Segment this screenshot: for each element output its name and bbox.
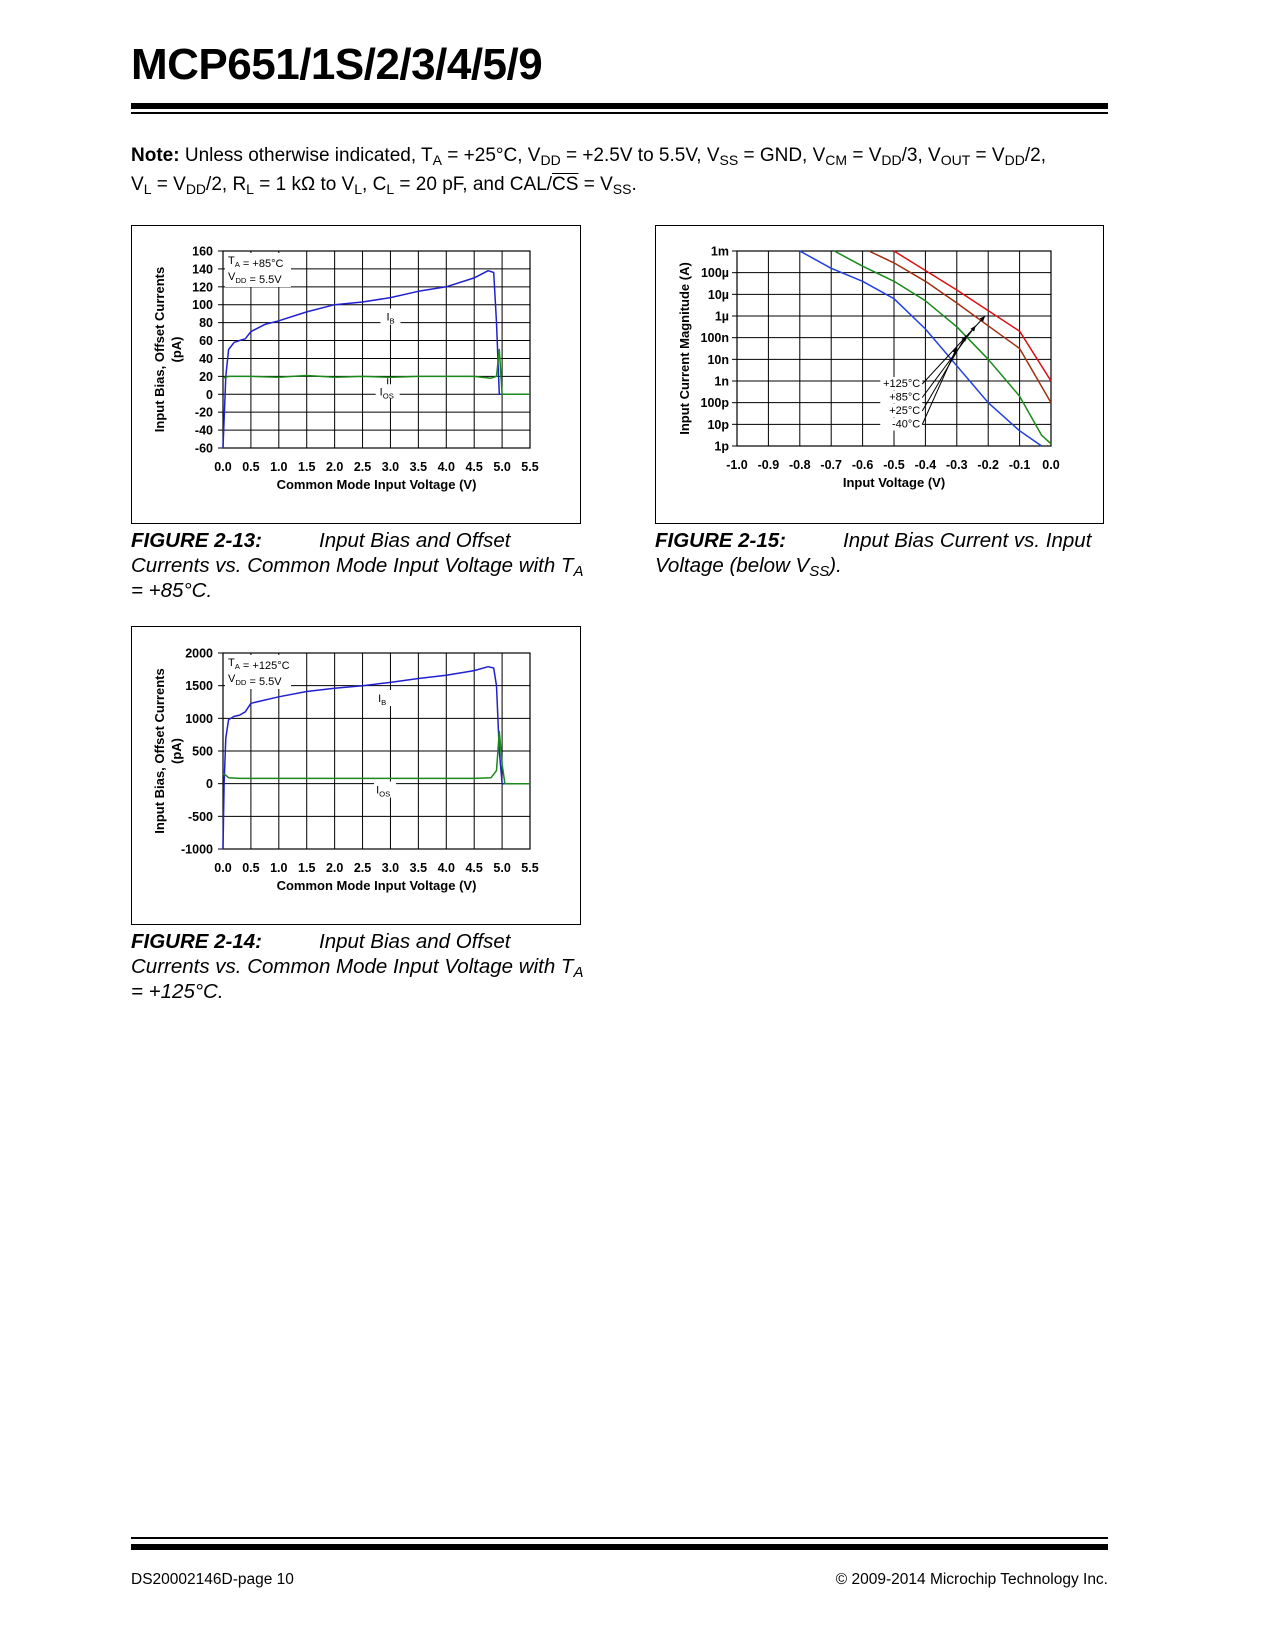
fig15-legend-label: -40°C bbox=[892, 418, 921, 431]
header-rule-thin bbox=[131, 112, 1108, 114]
fig14-y-tick: 2000 bbox=[185, 646, 213, 661]
fig15-y-tick: 100µ bbox=[700, 266, 729, 281]
fig15-x-tick: 0.0 bbox=[1042, 458, 1060, 472]
figure-2-15-caption: FIGURE 2-15: Input Bias Current vs. Input Voltage (below $V_{SS}$). bbox=[655, 529, 1092, 580]
fig15-x-tick: -0.1 bbox=[1008, 458, 1031, 472]
fig13-x-tick: 3.0 bbox=[381, 460, 400, 474]
fig14-series-ios bbox=[223, 731, 530, 783]
fig14-x-tick: 2.5 bbox=[353, 861, 372, 875]
fig15-x-tick: -0.7 bbox=[820, 458, 842, 472]
fig14-x-tick: 3.5 bbox=[409, 861, 428, 875]
fig14-y-tick: 1500 bbox=[185, 679, 213, 694]
note-line-1: Note: Unless otherwise indicated, $T_A = +25^\circ C$, $V_{DD} = +2.5V$ to 5.5V, $V_{SS}$ = GND, $V_{CM} = V_{DD}/3$, $V_{OUT} = V_{DD}/2$, bbox=[131, 145, 1046, 168]
figure-2-14-caption: FIGURE 2-14: Input Bias and Offset Currents vs. Common Mode Input Voltage with $T_A = +125^\circ C$. bbox=[131, 930, 584, 1003]
fig15-x-tick: -0.5 bbox=[883, 458, 905, 472]
fig15-x-tick: -0.2 bbox=[977, 458, 999, 472]
fig14-y-tick: -500 bbox=[187, 809, 213, 824]
fig13-ios-label: $I_{OS}$ bbox=[379, 386, 394, 401]
fig13-x-tick: 2.0 bbox=[325, 460, 344, 474]
fig14-x-tick: 1.5 bbox=[298, 861, 316, 875]
fig15-legend-arrow bbox=[922, 326, 975, 398]
footer-rule bbox=[131, 1544, 1108, 1550]
figure-2-14-chart bbox=[132, 627, 580, 924]
fig14-y-tick: 0 bbox=[206, 777, 213, 792]
fig13-x-tick: 1.0 bbox=[270, 460, 288, 474]
fig14-annotation-vdd: $V_{DD} = 5.5V$ bbox=[228, 673, 282, 688]
fig13-annotation-vdd: $V_{DD} = 5.5V$ bbox=[228, 271, 282, 286]
fig13-x-tick: 5.0 bbox=[493, 460, 511, 474]
fig15-y-label: Input Current Magnitude (A) bbox=[677, 262, 692, 435]
fig15-x-tick: -0.9 bbox=[757, 458, 780, 472]
fig13-x-tick: 4.0 bbox=[437, 460, 455, 474]
fig14-x-tick: 0.5 bbox=[242, 861, 260, 875]
fig13-y-tick: 160 bbox=[192, 244, 213, 259]
fig15-y-tick: 1p bbox=[714, 439, 729, 454]
fig15-x-tick: -0.3 bbox=[946, 458, 968, 472]
fig15-y-tick: 1m bbox=[710, 244, 729, 259]
fig13-y-tick: 120 bbox=[192, 280, 213, 295]
fig14-y-tick: 1000 bbox=[185, 711, 213, 726]
fig14-annotation-temp: $T_A = +125^\circ C$ bbox=[228, 657, 290, 672]
fig13-x-tick: 5.5 bbox=[521, 460, 539, 474]
fig13-x-tick: 3.5 bbox=[409, 460, 428, 474]
fig14-x-tick: 3.0 bbox=[381, 861, 400, 875]
figure-2-14-number: FIGURE 2-14: bbox=[131, 930, 262, 953]
fig15-y-tick: 100n bbox=[700, 331, 729, 346]
fig15-legend-label: +25°C bbox=[889, 405, 921, 417]
fig15-y-tick: 10n bbox=[707, 352, 729, 367]
fig14-x-tick: 4.0 bbox=[437, 861, 455, 875]
fig13-y-tick: 140 bbox=[192, 262, 213, 277]
fig14-y-label: Input Bias, Offset Currents (pA) bbox=[152, 668, 184, 834]
fig13-x-tick: 2.5 bbox=[353, 460, 372, 474]
fig15-y-tick: 1µ bbox=[714, 309, 729, 324]
note-line-2: $V_L = V_{DD}/2$, $R_L = 1$ kΩ to $V_L$, $C_L = 20$ pF, and CAL/$\overline{CS} = V_{SS}$. bbox=[131, 174, 637, 197]
fig15-y-tick: 10µ bbox=[707, 287, 729, 302]
fig13-y-tick: 80 bbox=[199, 316, 213, 331]
fig13-ib-label: $I_B$ bbox=[386, 311, 395, 326]
fig13-y-label: Input Bias, Offset Currents (pA) bbox=[152, 266, 184, 433]
fig15-legend-label: +85°C bbox=[889, 391, 921, 404]
fig15-x-label: Input Voltage (V) bbox=[842, 475, 946, 490]
footer-doc-id: DS20002146D-page 10 bbox=[131, 1571, 294, 1588]
fig14-ios-label: $I_{OS}$ bbox=[376, 784, 391, 799]
figure-2-15-chart bbox=[656, 226, 1103, 523]
figure-2-15-number: FIGURE 2-15: bbox=[655, 529, 786, 552]
fig14-x-tick: 0.0 bbox=[214, 861, 232, 875]
fig15-x-tick: -0.4 bbox=[914, 458, 937, 472]
figure-2-14-box bbox=[131, 626, 581, 925]
fig14-x-tick: 5.5 bbox=[521, 861, 539, 875]
figure-2-13-caption: FIGURE 2-13: Input Bias and Offset Currents vs. Common Mode Input Voltage with $T_A = +85^\circ C$. bbox=[131, 529, 584, 602]
fig13-y-tick: 100 bbox=[192, 298, 213, 313]
fig14-x-label: Common Mode Input Voltage (V) bbox=[276, 878, 477, 893]
header-rule bbox=[131, 103, 1108, 109]
fig13-annotation-temp: $T_A = +85^\circ C$ bbox=[228, 255, 284, 270]
fig14-y-tick: 500 bbox=[192, 744, 213, 759]
fig14-x-tick: 2.0 bbox=[325, 861, 344, 875]
fig15-y-tick: 1n bbox=[714, 374, 729, 389]
fig15-x-tick: -1.0 bbox=[726, 458, 748, 472]
fig15-x-tick: -0.8 bbox=[789, 458, 811, 472]
fig13-x-label: Common Mode Input Voltage (V) bbox=[276, 477, 477, 492]
conditions-note bbox=[131, 141, 1111, 199]
footer-rule-thin bbox=[131, 1537, 1108, 1539]
fig13-x-tick: 0.5 bbox=[242, 460, 260, 474]
fig15-x-tick: -0.6 bbox=[851, 458, 874, 472]
fig13-y-tick: -40 bbox=[194, 423, 213, 438]
fig15-y-tick: 100p bbox=[700, 396, 729, 411]
fig13-series-ib bbox=[223, 271, 530, 448]
fig14-x-tick: 4.5 bbox=[465, 861, 483, 875]
figure-2-15-box bbox=[655, 225, 1104, 524]
fig13-y-tick: 20 bbox=[199, 369, 213, 384]
fig14-x-tick: 5.0 bbox=[493, 861, 511, 875]
fig13-x-tick: 1.5 bbox=[298, 460, 316, 474]
fig13-y-tick: -20 bbox=[194, 405, 213, 420]
fig13-y-tick: 0 bbox=[206, 387, 213, 402]
fig13-y-tick: 40 bbox=[199, 351, 213, 366]
fig14-x-tick: 1.0 bbox=[270, 861, 288, 875]
fig13-x-tick: 4.5 bbox=[465, 460, 483, 474]
figure-2-13-number: FIGURE 2-13: bbox=[131, 529, 262, 552]
figure-2-13-box bbox=[131, 225, 581, 524]
fig14-ib-label: $I_B$ bbox=[378, 693, 387, 707]
fig15-y-tick: 10p bbox=[707, 417, 729, 432]
figure-2-13-chart bbox=[132, 226, 580, 523]
fig15-legend-label: +125°C bbox=[883, 378, 921, 390]
footer-copyright: © 2009-2014 Microchip Technology Inc. bbox=[835, 1571, 1108, 1588]
fig13-x-tick: 0.0 bbox=[214, 460, 232, 474]
fig13-y-tick: -60 bbox=[194, 441, 213, 456]
page-title: MCP651/1S/2/3/4/5/9 bbox=[131, 40, 543, 89]
fig15-legend-arrow bbox=[922, 336, 966, 412]
fig13-y-tick: 60 bbox=[199, 334, 213, 349]
fig14-y-tick: -1000 bbox=[181, 842, 213, 857]
